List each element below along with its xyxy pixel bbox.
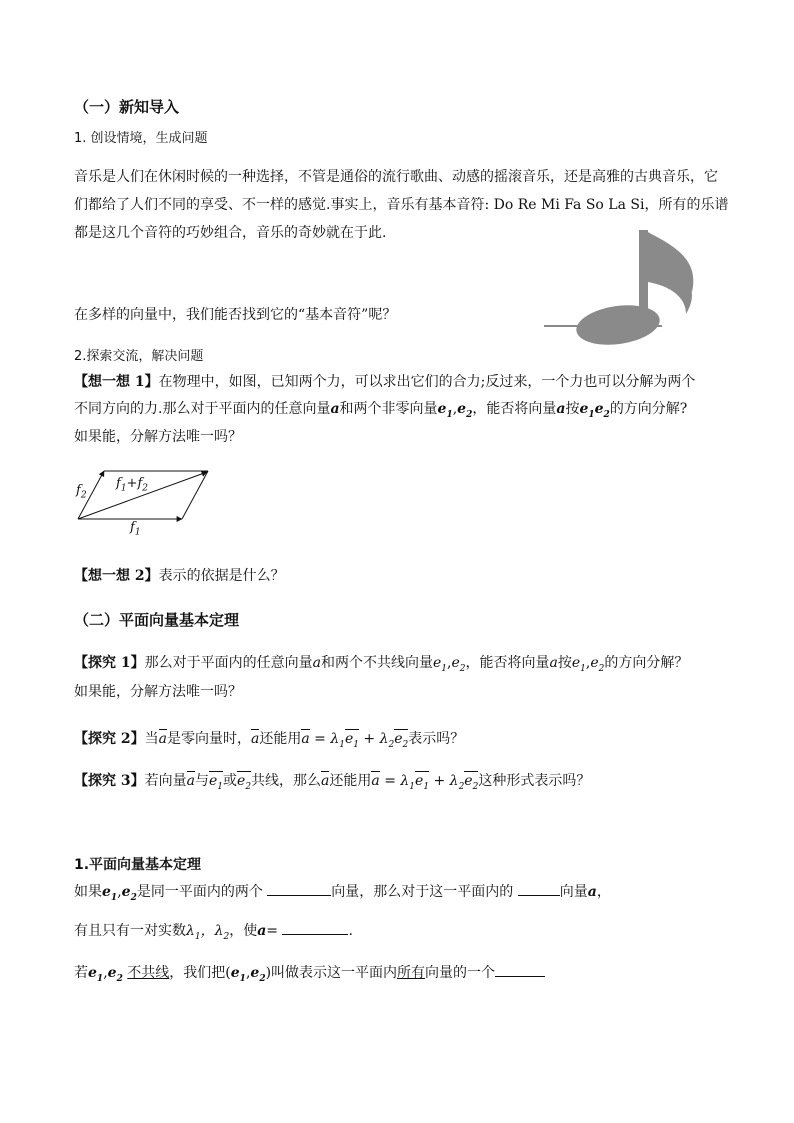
vector-a: a xyxy=(186,773,195,789)
explore3-text-b: 与 xyxy=(194,773,209,789)
explore2-tag: 【探究 2】 xyxy=(74,731,145,747)
var-e2: e xyxy=(250,965,260,981)
label-f1 xyxy=(130,520,141,538)
sub-1: 1 xyxy=(110,892,118,903)
e2-letter: e xyxy=(394,731,403,747)
blank-noncollinear[interactable] xyxy=(267,881,331,896)
vector-e1 xyxy=(415,773,430,792)
think2-text: 表示的依据是什么？ xyxy=(158,568,285,584)
var-a: a xyxy=(257,923,267,939)
e2-sub: 2 xyxy=(402,739,409,750)
blank-expression[interactable] xyxy=(282,920,348,935)
explore1-text-a: 那么对于平面内的任意向量 xyxy=(144,655,313,671)
var-e2: e xyxy=(451,655,460,671)
comma: , xyxy=(452,401,458,417)
vector-a: a xyxy=(158,731,167,747)
theorem-l1-a: 如果 xyxy=(74,884,102,900)
e2-sub: 2 xyxy=(245,781,252,792)
e1-letter: e xyxy=(415,773,424,789)
think1-tag: 【想一想 1】 xyxy=(74,374,159,390)
explore3-line: 【探究 3】若向量a与$e_1$或$e_2$共线，那么a还能用$a = \lambda_1e_1 + \lambda_2e_2$这种形式表示吗？ xyxy=(74,773,591,792)
explore3-text-f: 这种形式表示吗？ xyxy=(478,773,591,789)
sub-1: 1 xyxy=(580,663,586,674)
think1-text2d: 按 xyxy=(565,401,580,417)
explore2-text-d: 表示吗？ xyxy=(408,731,465,747)
e2-sub: 2 xyxy=(472,781,479,792)
label-f1-plus-f2 xyxy=(116,476,148,494)
think2-tag: 【想一想 2】 xyxy=(74,568,159,584)
para1-line2: 们都给了人们不同的享受、不一样的感觉.事实上，音乐有基本音符: Do Re Mi Fa So La Si，所有的乐谱 xyxy=(74,197,729,213)
f2-sub: 2 xyxy=(80,490,87,501)
vector-a: a xyxy=(301,731,310,747)
explore2-line: 【探究 2】当a是零向量时，a还能用$a = \lambda_1e_1 + \lambda_2e_2$表示吗？ xyxy=(74,731,465,750)
comma: , xyxy=(117,884,122,900)
f1-sub: 1 xyxy=(134,527,141,538)
step2-title: 2.探索交流，解决问题 xyxy=(74,349,204,364)
theorem-l2-a: 有且只有一对实数 xyxy=(74,923,186,939)
think1-line1 xyxy=(74,371,695,391)
vector-a: a xyxy=(321,773,330,789)
comma: , xyxy=(585,655,591,671)
vector-a: a xyxy=(250,731,260,747)
var-e2: e xyxy=(457,401,467,417)
explore3-text-c: 或 xyxy=(223,773,238,789)
para1-line3: 都是这几个音符的巧妙组合，音乐的奇妙就在于此. xyxy=(74,225,387,241)
sub-2: 2 xyxy=(598,663,605,674)
var-e2: e xyxy=(107,965,117,981)
vector-a: a xyxy=(371,773,380,789)
vector-e2 xyxy=(464,773,479,792)
question1: 在多样的向量中，我们能否找到它的“基本音符”呢？ xyxy=(74,307,397,323)
var-e1: e xyxy=(437,401,447,417)
think1-text2e: 的方向分解? xyxy=(609,401,688,417)
theorem-title: 1.平面向量基本定理 xyxy=(74,857,202,873)
var-e1: e xyxy=(579,401,589,417)
section-title-new-knowledge: （一）新知导入 xyxy=(74,98,180,116)
explore1-text-e: 的方向分解？ xyxy=(604,655,689,671)
theorem-l3-d: 叫做表示这一平面内 xyxy=(271,965,398,981)
sub-2: 2 xyxy=(130,892,137,903)
theorem-l1-d: 向量 xyxy=(559,884,588,900)
sum-f-letter: f xyxy=(116,476,121,491)
comma: , xyxy=(447,655,452,671)
theorem-line1: 如果$e_1,e_2$是同一平面内的两个 向量，那么对于这一平面内的 向量a， xyxy=(74,881,611,903)
sub-1: 1 xyxy=(446,409,453,420)
theorem-line3: 若$e_1,e_2$ 不共线，我们把$(e_1,e_2)$叫做表示这一平面内所有向量的一个 xyxy=(74,962,545,984)
e1-sub: 1 xyxy=(353,739,359,750)
para1-line1: 音乐是人们在休闲时候的一种选择，不管是通俗的流行歌曲、动感的摇滚音乐，还是高雅的古典音乐，它 xyxy=(74,169,718,185)
vector-e1 xyxy=(208,773,224,792)
sub-1: 1 xyxy=(239,973,246,984)
var-e2: e xyxy=(590,655,599,671)
theorem-l3-c: ，我们把 xyxy=(169,965,226,981)
vector-e1 xyxy=(344,731,359,750)
e1-letter: e xyxy=(208,773,218,789)
explore3-text-d: 共线，那么 xyxy=(251,773,322,789)
explore1-line1 xyxy=(74,652,688,674)
e2-letter: e xyxy=(464,773,473,789)
think2 xyxy=(74,565,285,585)
var-a: a xyxy=(330,401,340,417)
f2-letter: f xyxy=(76,483,81,498)
blank-basis[interactable] xyxy=(495,962,545,977)
var-a: a xyxy=(556,401,566,417)
vector-e2 xyxy=(394,731,409,750)
think1-line3: 如果能，分解方法唯一吗？ xyxy=(74,429,242,445)
comma: , xyxy=(245,965,251,981)
explore1-text-c: ，能否将向量 xyxy=(465,655,550,671)
theorem-l3-all: 所有 xyxy=(397,965,426,981)
explore3-tag: 【探究 3】 xyxy=(74,773,145,789)
sub-1: 1 xyxy=(96,973,104,984)
theorem-l3-f: 向量的一个 xyxy=(425,965,496,981)
e1-sub: 1 xyxy=(423,781,430,792)
theorem-l2-b: ，使 xyxy=(229,923,258,939)
explore2-text-c: 还能用 xyxy=(259,731,302,747)
var-e1: e xyxy=(88,965,97,981)
theorem-l3-a: 若 xyxy=(74,965,88,981)
blank-arbitrary[interactable] xyxy=(518,881,560,896)
think1-text1: 在物理中，如图，已知两个力，可以求出它们的合力;反过来，一个力也可以分解为两个 xyxy=(158,374,696,390)
e1-sub: 1 xyxy=(217,781,224,792)
var-a: a xyxy=(312,655,321,671)
f1-letter: f xyxy=(130,520,135,535)
think1-line2 xyxy=(74,398,687,420)
theorem-l3-not-collinear: 不共线 xyxy=(127,965,170,981)
explore1-text-d: 按 xyxy=(557,655,572,671)
sub-1: 1 xyxy=(588,409,595,420)
music-note-icon xyxy=(540,222,710,347)
theorem-l1-b: 是同一平面内的两个 xyxy=(136,884,263,900)
theorem-l2-d: . xyxy=(348,923,353,939)
explore1-tag: 【探究 1】 xyxy=(74,655,145,671)
sub-2: 2 xyxy=(466,409,473,420)
comma: , xyxy=(103,965,108,981)
edge-right xyxy=(182,471,208,519)
e1-letter: e xyxy=(344,731,354,747)
think1-text2a: 不同方向的力.那么对于平面内的任意向量 xyxy=(74,401,331,417)
force-parallelogram-diagram xyxy=(70,462,220,544)
explore3-text-e: 还能用 xyxy=(329,773,372,789)
sum-sub2: 2 xyxy=(142,483,148,494)
explore2-text-a: 当 xyxy=(144,731,159,747)
explore1-line2: 如果能，分解方法唯一吗？ xyxy=(74,684,242,700)
var-e1: e xyxy=(432,655,442,671)
vector-e2 xyxy=(237,773,252,792)
sub-2: 2 xyxy=(603,409,610,420)
theorem-l2-c: = xyxy=(266,923,279,939)
think1-text2c: ，能否将向量 xyxy=(472,401,557,417)
sub-2: 2 xyxy=(259,973,266,984)
var-a: a xyxy=(587,884,597,900)
var-e2: e xyxy=(594,401,604,417)
explore3-text-a: 若向量 xyxy=(144,773,187,789)
theorem-l1-c: 向量，那么对于这一平面内的 xyxy=(331,884,514,900)
var-a: a xyxy=(549,655,558,671)
var-e1: e xyxy=(102,884,111,900)
explore1-text-b: 和两个不共线向量 xyxy=(320,655,433,671)
sub-1: 1 xyxy=(441,663,448,674)
e2-letter: e xyxy=(237,773,246,789)
step1-title: 1. 创设情境，生成问题 xyxy=(74,131,208,146)
sub-2: 2 xyxy=(459,663,466,674)
sub-2: 2 xyxy=(116,973,123,984)
label-f2 xyxy=(76,483,87,501)
sum-sub1: 1 xyxy=(120,483,127,494)
var-e2: e xyxy=(121,884,131,900)
think1-text2b: 和两个非零向量 xyxy=(339,401,438,417)
var-e1: e xyxy=(571,655,581,671)
theorem-line2: 有且只有一对实数$\lambda_1$，$\lambda_2$，使a= . xyxy=(74,920,353,942)
section-title-theorem: （二）平面向量基本定理 xyxy=(74,611,240,629)
var-e1: e xyxy=(230,965,240,981)
explore2-text-b: 是零向量时， xyxy=(166,731,251,747)
sum-plus: +f xyxy=(126,476,143,491)
